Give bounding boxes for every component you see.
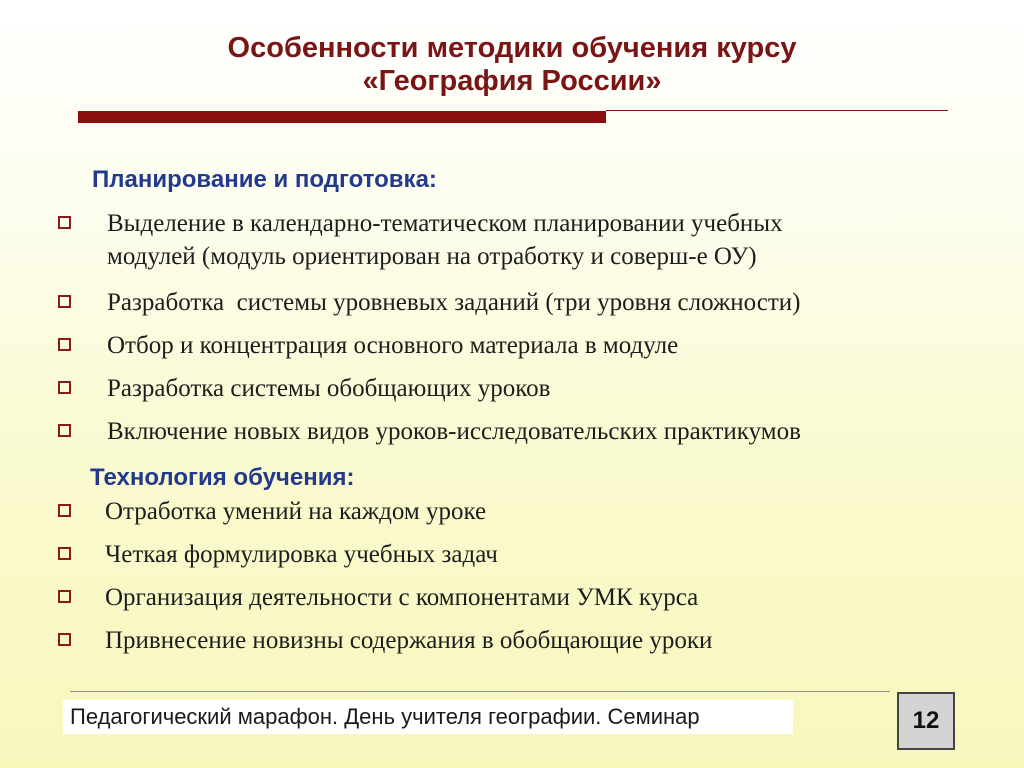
list-item-text: Организация деятельности с компонентами УМК курса [105,584,699,611]
list-item-text: Отбор и концентрация основного материала в модуле [107,332,679,359]
list-item-text: Четкая формулировка учебных задач [105,541,498,568]
title-rule-thin [606,110,948,111]
footer-rule [70,691,890,692]
square-bullet-icon [58,424,71,437]
page-number: 12 [897,692,955,750]
square-bullet-icon [58,547,71,560]
square-bullet-icon [58,338,71,351]
square-bullet-icon [58,504,71,517]
list-item [58,624,712,657]
title-line-2: «География России» [362,65,662,97]
section-heading-planning: Планирование и подготовка: [92,166,437,193]
list-item-text-continued: модулей (модуль ориентирован на отработку и соверш-е ОУ) [107,243,757,270]
title-line-1: Особенности методики обучения курсу [227,32,797,64]
title-rule-thick [78,111,606,123]
footer-text: Педагогический марафон. День учителя географии. Семинар [70,704,700,729]
list-item [58,372,550,405]
square-bullet-icon [58,381,71,394]
square-bullet-icon [58,633,71,646]
list-item [58,286,800,319]
list-item-text: Привнесение новизны содержания в обобщающие уроки [105,627,713,654]
list-item [58,207,783,273]
list-item [58,329,678,362]
list-item [58,581,698,614]
square-bullet-icon [58,295,71,308]
list-item-text: Выделение в календарно-тематическом планировании учебных [107,210,783,237]
list-item-text: Разработка системы уровневых заданий (три уровня сложности) [107,289,801,316]
list-item-text: Разработка системы обобщающих уроков [107,375,551,402]
section-heading-technology: Технология обучения: [90,464,355,491]
slide-title [0,32,1024,98]
list-item [58,495,486,528]
square-bullet-icon [58,216,71,229]
list-item [58,415,801,448]
square-bullet-icon [58,590,71,603]
list-item-text: Включение новых видов уроков-исследовательских практикумов [107,418,801,445]
list-item-text: Отработка умений на каждом уроке [105,498,487,525]
list-item [58,538,498,571]
